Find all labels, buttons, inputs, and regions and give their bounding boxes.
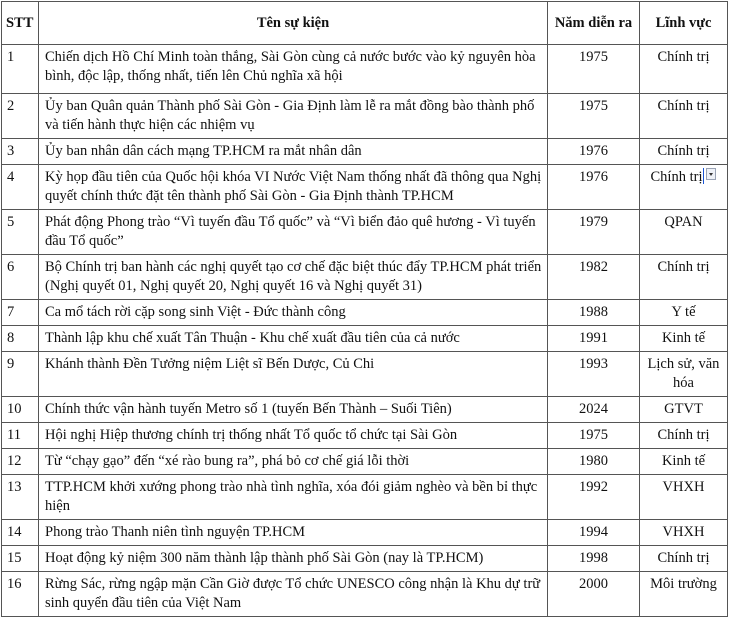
- row-stt[interactable]: [2, 475, 39, 520]
- row-stt[interactable]: [2, 255, 39, 300]
- row-event-name[interactable]: [39, 423, 548, 449]
- row-year[interactable]: [548, 94, 640, 139]
- row-year[interactable]: [548, 546, 640, 572]
- row-field[interactable]: [640, 520, 728, 546]
- table-row: [2, 449, 728, 475]
- table-row: [2, 45, 728, 94]
- row-event-name[interactable]: [39, 449, 548, 475]
- row-year-text: 1975: [579, 427, 608, 443]
- table-row: [2, 397, 728, 423]
- row-event-name-text: Từ “chạy gạo” đến “xé rào bung ra”, phá bỏ cơ chế giá lỗi thời: [45, 453, 410, 469]
- row-field-text: Chính trị: [657, 259, 710, 275]
- row-year[interactable]: [548, 449, 640, 475]
- row-field-text: GTVT: [664, 401, 703, 417]
- row-field-text: Kinh tế: [661, 453, 706, 469]
- header-field: Lĩnh vực: [640, 2, 728, 45]
- row-field[interactable]: [640, 210, 728, 255]
- row-stt-text: 1: [7, 49, 15, 65]
- row-stt-text: 9: [7, 356, 15, 372]
- row-year[interactable]: [548, 520, 640, 546]
- row-year-text: 1976: [579, 143, 608, 159]
- row-year-text: 1993: [579, 356, 608, 372]
- row-year[interactable]: [548, 397, 640, 423]
- row-year-text: 1991: [579, 330, 608, 346]
- table-row: [2, 94, 728, 139]
- row-stt-text: 14: [7, 524, 22, 540]
- chevron-down-icon[interactable]: [706, 168, 716, 180]
- row-year[interactable]: [548, 255, 640, 300]
- row-event-name[interactable]: [39, 94, 548, 139]
- row-event-name-text: Ủy ban Quân quản Thành phố Sài Gòn - Gia Định làm lễ ra mắt đồng bào thành phố và tiến hành thực hiện các nhiệm vụ: [45, 98, 535, 133]
- row-year-text: 1988: [579, 304, 608, 320]
- row-stt[interactable]: [2, 546, 39, 572]
- row-event-name[interactable]: [39, 546, 548, 572]
- header-year: Năm diễn ra: [548, 2, 640, 45]
- row-event-name-text: Ca mổ tách rời cặp song sinh Việt - Đức thành công: [45, 304, 346, 320]
- row-stt[interactable]: [2, 210, 39, 255]
- row-field-text: QPAN: [664, 214, 703, 230]
- row-event-name[interactable]: [39, 165, 548, 210]
- row-field[interactable]: [640, 45, 728, 94]
- row-field[interactable]: [640, 255, 728, 300]
- row-event-name-text: TTP.HCM khởi xướng phong trào nhà tình nghĩa, xóa đói giảm nghèo và bền bỉ thực hiện: [45, 479, 538, 514]
- row-stt-text: 5: [7, 214, 15, 230]
- row-year-text: 1998: [579, 550, 608, 566]
- row-stt[interactable]: [2, 45, 39, 94]
- row-year-text: 1982: [579, 259, 608, 275]
- row-field[interactable]: [640, 352, 728, 397]
- table-row: [2, 423, 728, 449]
- table-row: [2, 475, 728, 520]
- row-year-text: 1980: [579, 453, 608, 469]
- row-year-text: 1976: [579, 169, 608, 185]
- row-field[interactable]: [640, 572, 728, 617]
- row-field-text: Lịch sử, văn hóa: [647, 356, 720, 391]
- row-event-name[interactable]: [39, 397, 548, 423]
- row-stt-text: 6: [7, 259, 15, 275]
- row-field[interactable]: [640, 300, 728, 326]
- row-event-name-text: Chính thức vận hành tuyến Metro số 1 (tuyến Bến Thành – Suối Tiên): [45, 401, 452, 417]
- row-field[interactable]: [640, 326, 728, 352]
- row-event-name[interactable]: [39, 255, 548, 300]
- row-event-name[interactable]: [39, 45, 548, 94]
- row-year[interactable]: [548, 210, 640, 255]
- row-year[interactable]: [548, 326, 640, 352]
- row-year-text: 2000: [579, 576, 608, 592]
- row-field[interactable]: [640, 165, 728, 210]
- row-year-text: 1992: [579, 479, 608, 495]
- row-event-name[interactable]: [39, 300, 548, 326]
- row-stt[interactable]: [2, 572, 39, 617]
- row-year-text: 1994: [579, 524, 608, 540]
- row-year[interactable]: [548, 165, 640, 210]
- row-event-name-text: Chiến dịch Hồ Chí Minh toàn thắng, Sài Gòn cùng cả nước bước vào kỷ nguyên hòa bình, độc lập, thống nhất, tiến lên Chủ nghĩa xã hội: [45, 49, 536, 84]
- row-year[interactable]: [548, 475, 640, 520]
- row-field-text: Chính trị: [657, 143, 710, 159]
- table-row: [2, 165, 728, 210]
- row-field-text: Kinh tế: [661, 330, 706, 346]
- row-event-name-text: Khánh thành Đền Tưởng niệm Liệt sĩ Bến Dược, Củ Chi: [45, 356, 375, 372]
- row-field-text: Chính trị: [657, 49, 710, 65]
- row-event-name[interactable]: [39, 475, 548, 520]
- table-row: [2, 210, 728, 255]
- table-row: [2, 352, 728, 397]
- row-year-text: 1979: [579, 214, 608, 230]
- row-event-name-text: Rừng Sác, rừng ngập mặn Cần Giờ được Tổ chức UNESCO công nhận là Khu dự trữ sinh quyển đầu tiên của Việt Nam: [45, 576, 541, 611]
- table-row: [2, 300, 728, 326]
- events-table: [1, 1, 728, 617]
- row-stt[interactable]: [2, 139, 39, 165]
- row-stt-text: 15: [7, 550, 22, 566]
- table-row: [2, 139, 728, 165]
- row-event-name[interactable]: [39, 352, 548, 397]
- row-event-name[interactable]: [39, 139, 548, 165]
- row-field[interactable]: [640, 397, 728, 423]
- row-stt[interactable]: [2, 520, 39, 546]
- row-field-text: Chính trị: [657, 427, 710, 443]
- row-event-name[interactable]: [39, 572, 548, 617]
- row-year[interactable]: [548, 45, 640, 94]
- row-event-name-text: Phát động Phong trào “Vì tuyến đầu Tổ quốc” và “Vì biển đảo quê hương - Vì tuyến đầu Tổ quốc”: [45, 214, 536, 249]
- table-row: [2, 546, 728, 572]
- row-year[interactable]: [548, 352, 640, 397]
- row-event-name-text: Ủy ban nhân dân cách mạng TP.HCM ra mắt nhân dân: [45, 143, 362, 159]
- row-event-name[interactable]: [39, 520, 548, 546]
- row-field[interactable]: [640, 546, 728, 572]
- row-year-text: 1975: [579, 98, 608, 114]
- row-year[interactable]: [548, 139, 640, 165]
- row-field[interactable]: [640, 475, 728, 520]
- row-field-text: Chính trị: [650, 169, 703, 185]
- row-event-name-text: Bộ Chính trị ban hành các nghị quyết tạo cơ chế đặc biệt thúc đẩy TP.HCM phát triển (Nghị quyết 01, Nghị quyết 20, Nghị quyết 16 và Nghị quyết 31): [45, 259, 542, 294]
- row-event-name[interactable]: [39, 210, 548, 255]
- row-field-text: VHXH: [662, 479, 705, 495]
- row-stt[interactable]: [2, 423, 39, 449]
- row-event-name-text: Kỳ họp đầu tiên của Quốc hội khóa VI Nước Việt Nam thống nhất đã thông qua Nghị quyết chính thức đặt tên thành phố Sài Gòn - Gia Định thành TP.HCM: [45, 169, 542, 204]
- row-field[interactable]: [640, 449, 728, 475]
- header-event: Tên sự kiện: [39, 2, 548, 45]
- row-stt[interactable]: [2, 326, 39, 352]
- row-stt-text: 4: [7, 169, 15, 185]
- row-stt[interactable]: [2, 94, 39, 139]
- row-stt-text: 16: [7, 576, 22, 592]
- row-stt-text: 7: [7, 304, 15, 320]
- row-year[interactable]: [548, 423, 640, 449]
- row-event-name-text: Thành lập khu chế xuất Tân Thuận - Khu chế xuất đầu tiên của cả nước: [45, 330, 460, 346]
- row-field-text: Y tế: [671, 304, 696, 320]
- row-stt-text: 2: [7, 98, 15, 114]
- table-row: [2, 326, 728, 352]
- row-stt-text: 3: [7, 143, 15, 159]
- header-row: [2, 2, 728, 45]
- row-field[interactable]: [640, 94, 728, 139]
- table-row: [2, 520, 728, 546]
- row-stt-text: 13: [7, 479, 22, 495]
- row-stt-text: 11: [7, 427, 21, 443]
- header-stt: STT: [2, 2, 39, 45]
- row-field-text: VHXH: [662, 524, 705, 540]
- row-event-name[interactable]: [39, 326, 548, 352]
- row-field-text: Chính trị: [657, 98, 710, 114]
- row-event-name-text: Phong trào Thanh niên tình nguyện TP.HCM: [45, 524, 306, 540]
- row-stt-text: 12: [7, 453, 22, 469]
- row-stt[interactable]: [2, 449, 39, 475]
- row-stt[interactable]: [2, 300, 39, 326]
- row-stt[interactable]: [2, 165, 39, 210]
- row-stt[interactable]: [2, 352, 39, 397]
- row-event-name-text: Hoạt động kỷ niệm 300 năm thành lập thành phố Sài Gòn (nay là TP.HCM): [45, 550, 484, 566]
- text-cursor: [703, 168, 704, 184]
- row-stt-text: 8: [7, 330, 15, 346]
- row-year-text: 2024: [579, 401, 608, 417]
- row-year[interactable]: [548, 572, 640, 617]
- row-field-text: Môi trường: [650, 576, 717, 592]
- row-year[interactable]: [548, 300, 640, 326]
- row-event-name-text: Hội nghị Hiệp thương chính trị thống nhất Tổ quốc tổ chức tại Sài Gòn: [45, 427, 458, 443]
- row-field[interactable]: [640, 423, 728, 449]
- table-row: [2, 255, 728, 300]
- row-field-text: Chính trị: [657, 550, 710, 566]
- row-stt[interactable]: [2, 397, 39, 423]
- row-stt-text: 10: [7, 401, 22, 417]
- row-year-text: 1975: [579, 49, 608, 65]
- row-field[interactable]: [640, 139, 728, 165]
- table-row: [2, 572, 728, 617]
